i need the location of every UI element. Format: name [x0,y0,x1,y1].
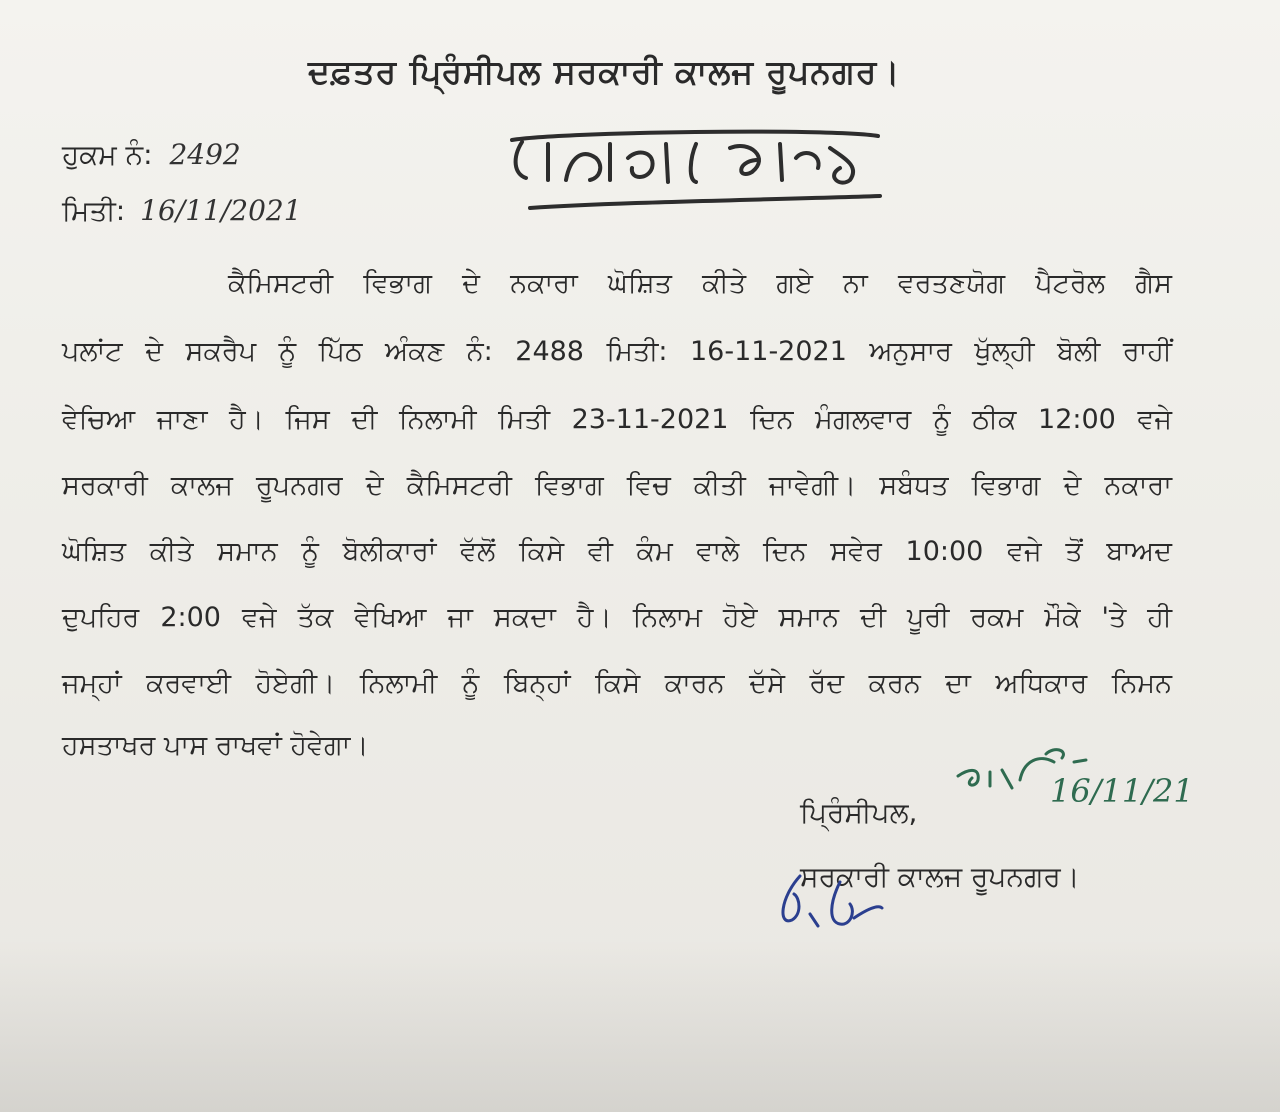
order-number-row [62,138,241,172]
date-label: ਮਿਤੀ: [62,194,126,227]
signature-date: 16/11/21 [1050,772,1194,810]
body-line-3: ਵੇਚਿਆ ਜਾਣਾ ਹੈ। ਜਿਸ ਦੀ ਨਿਲਾਮੀ ਮਿਤੀ 23-11-2021 ਦਿਨ ਮੰਗਲਵਾਰ ਨੂੰ ਠੀਕ 12:00 ਵਜੇ [62,404,1172,435]
signatory-institution: ਸਰਕਾਰੀ ਕਾਲਜ ਰੂਪਨਗਰ। [800,860,1080,893]
handwritten-notice-title [500,118,890,218]
date-row [62,194,302,228]
body-line-6: ਦੁਪਹਿਰ 2:00 ਵਜੇ ਤੱਕ ਵੇਖਿਆ ਜਾ ਸਕਦਾ ਹੈ। ਨਿਲਾਮ ਹੋਏ ਸਮਾਨ ਦੀ ਪੂਰੀ ਰਕਮ ਮੌਕੇ 'ਤੇ ਹੀ [62,602,1172,633]
body-line-1: ਕੈਮਿਸਟਰੀ ਵਿਭਾਗ ਦੇ ਨਕਾਰਾ ਘੋਸ਼ਿਤ ਕੀਤੇ ਗਏ ਨਾ ਵਰਤਣਯੋਗ ਪੈਟਰੋਲ ਗੈਸ [228,268,1172,299]
body-line-8: ਹਸਤਾਖਰ ਪਾਸ ਰਾਖਵਾਂ ਹੋਵੇਗਾ। [62,730,369,761]
body-line-4: ਸਰਕਾਰੀ ਕਾਲਜ ਰੂਪਨਗਰ ਦੇ ਕੈਮਿਸਟਰੀ ਵਿਭਾਗ ਵਿਚ ਕੀਤੀ ਜਾਵੇਗੀ। ਸਬੰਧਤ ਵਿਭਾਗ ਦੇ ਨਕਾਰਾ [62,470,1172,501]
order-number-label: ਹੁਕਮ ਨੰ: [62,138,153,171]
body-line-2: ਪਲਾਂਟ ਦੇ ਸਕਰੈਪ ਨੂੰ ਪਿੱਠ ਅੰਕਣ ਨੰ: 2488 ਮਿਤੀ: 16-11-2021 ਅਨੁਸਾਰ ਖੁੱਲ੍ਹੀ ਬੋਲੀ ਰਾਹੀਂ [62,336,1172,367]
date-value: 16/11/2021 [140,194,302,227]
body-line-7: ਜਮ੍ਹਾਂ ਕਰਵਾਈ ਹੋਏਗੀ। ਨਿਲਾਮੀ ਨੂੰ ਬਿਨ੍ਹਾਂ ਕਿਸੇ ਕਾਰਨ ਦੱਸੇ ਰੱਦ ਕਰਨ ਦਾ ਅਧਿਕਾਰ ਨਿਮਨ [62,668,1172,699]
signatory-title: ਪ੍ਰਿੰਸੀਪਲ, [800,796,918,829]
office-header: ਦਫ਼ਤਰ ਪ੍ਰਿੰਸੀਪਲ ਸਰਕਾਰੀ ਕਾਲਜ ਰੂਪਨਗਰ। [308,52,901,91]
order-number-value: 2492 [169,138,241,171]
page-shadow [0,940,1280,1112]
body-line-5: ਘੋਸ਼ਿਤ ਕੀਤੇ ਸਮਾਨ ਨੂੰ ਬੋਲੀਕਾਰਾਂ ਵੱਲੋਂ ਕਿਸੇ ਵੀ ਕੰਮ ਵਾਲੇ ਦਿਨ ਸਵੇਰ 10:00 ਵਜੇ ਤੋਂ ਬਾਅਦ [62,536,1172,567]
blue-initials-signature [770,868,890,938]
